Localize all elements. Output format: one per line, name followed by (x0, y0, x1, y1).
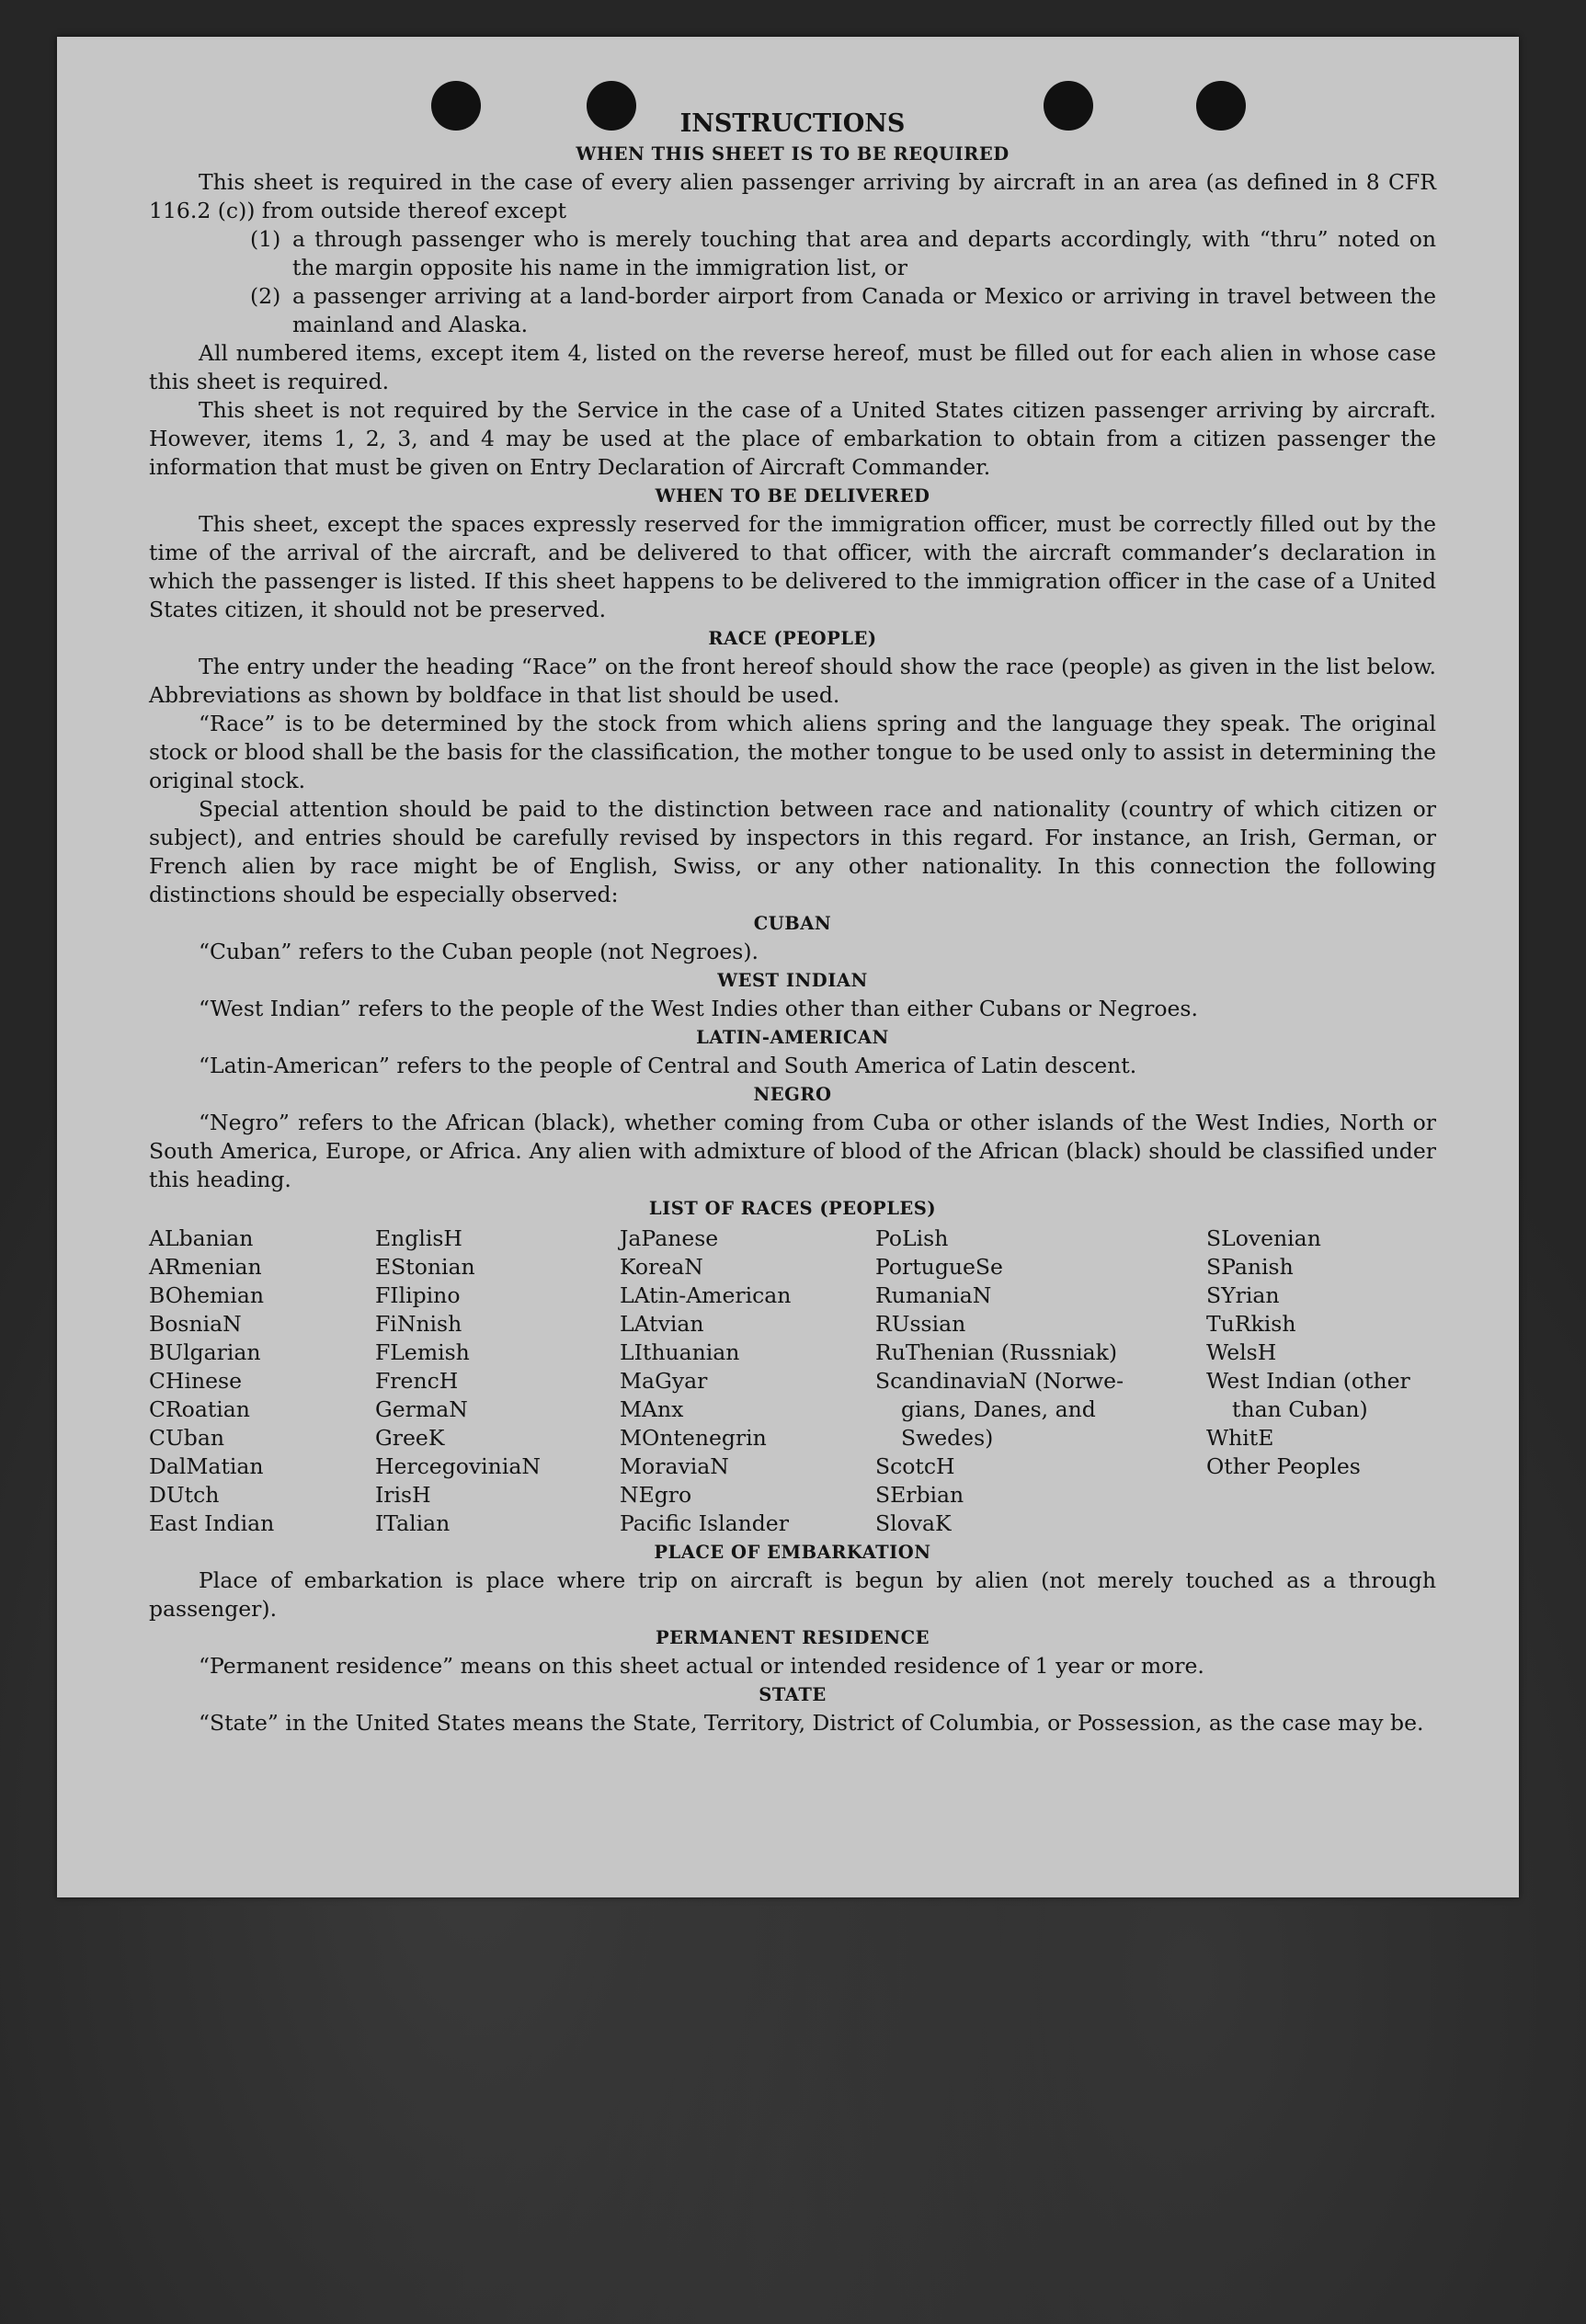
definition: “West Indian” refers to the people of the West Indies other than either Cubans or Negroes. (199, 996, 1198, 1021)
definition: Place of embarkation is place where trip on aircraft is begun by alien (not merely touched as a through passenger). (149, 1567, 1436, 1622)
race-item: MOntenegrin (620, 1425, 767, 1451)
race-item: WhitE (1206, 1425, 1274, 1451)
section-heading: PLACE OF EMBARKATION (654, 1542, 931, 1563)
section-heading: STATE (759, 1684, 827, 1705)
race-item: BUlgarian (149, 1339, 261, 1365)
race-item: CRoatian (149, 1396, 250, 1422)
section-heading: LATIN-AMERICAN (696, 1027, 889, 1048)
race-item: West Indian (other (1206, 1368, 1410, 1394)
race-item: RumaniaN (875, 1282, 992, 1308)
race-item: Swedes) (901, 1425, 994, 1451)
page-title: INSTRUCTIONS (679, 109, 906, 138)
race-column (375, 1225, 620, 1538)
section-heading: CUBAN (753, 913, 832, 934)
race-column (875, 1225, 1206, 1538)
section-heading: LIST OF RACES (PEOPLES) (648, 1198, 937, 1219)
definition: “State” in the United States means the State, Territory, District of Columbia, or Possession, as the case may be. (199, 1710, 1424, 1736)
race-item: WelsH (1206, 1339, 1277, 1365)
instructions-content (149, 108, 1436, 1737)
item-text: a through passenger who is merely touching that area and departs accordingly, with “thru” noted on the margin opposite his name in the immigration list, or (292, 226, 1436, 280)
race-list (149, 1225, 1436, 1538)
paragraph: All numbered items, except item 4, listed on the reverse hereof, must be filled out for each alien in whose case this sheet is required. (149, 340, 1436, 394)
list-item (250, 225, 1436, 282)
race-item: GermaN (375, 1396, 468, 1422)
race-item: FLemish (375, 1339, 470, 1365)
race-item: gians, Danes, and (901, 1396, 1096, 1422)
race-item: HercegoviniaN (375, 1453, 541, 1479)
section-heading: WHEN TO BE DELIVERED (655, 485, 930, 507)
race-column (620, 1225, 875, 1538)
race-item: LIthuanian (620, 1339, 740, 1365)
race-item: SPanish (1206, 1254, 1294, 1280)
race-item: ALbanian (149, 1225, 254, 1251)
item-number: (2) (250, 283, 281, 309)
paragraph: “Race” is to be determined by the stock from which aliens spring and the language they speak. The original stock or blood shall be the basis for the classification, the mother tongue to be used only to assist in determining the original stock. (149, 711, 1436, 793)
race-item: DUtch (149, 1482, 220, 1508)
race-item: BOhemian (149, 1282, 264, 1308)
document-sheet (57, 37, 1519, 1897)
race-item: PortugueSe (875, 1254, 1003, 1280)
section-heading: WEST INDIAN (717, 970, 868, 991)
race-item: TuRkish (1206, 1311, 1296, 1337)
race-item: than Cuban) (1232, 1396, 1368, 1422)
list-item (250, 282, 1436, 339)
race-item: EnglisH (375, 1225, 462, 1251)
race-item: KoreaN (620, 1254, 703, 1280)
race-item: ITalian (375, 1510, 451, 1536)
race-item: SErbian (875, 1482, 964, 1508)
race-item: SYrian (1206, 1282, 1280, 1308)
item-number: (1) (250, 226, 281, 252)
race-item: RUssian (875, 1311, 966, 1337)
race-item: Other Peoples (1206, 1453, 1361, 1479)
paragraph: This sheet is required in the case of every alien passenger arriving by aircraft in an area (as defined in 8 CFR 116.2 (c)) from outside thereof except (149, 169, 1436, 223)
paragraph: This sheet is not required by the Service in the case of a United States citizen passenger arriving by aircraft. However, items 1, 2, 3, and 4 may be used at the place of embarkation to obtain from a citizen passenger the information that must be given on Entry Declaration of Aircraft Commander. (149, 397, 1436, 480)
race-column (149, 1225, 375, 1538)
race-item: CHinese (149, 1368, 242, 1394)
race-item: GreeK (375, 1425, 445, 1451)
race-item: East Indian (149, 1510, 275, 1536)
section-heading: RACE (PEOPLE) (708, 628, 877, 649)
race-item: MAnx (620, 1396, 684, 1422)
race-item: ScotcH (875, 1453, 955, 1479)
item-text: a passenger arriving at a land-border airport from Canada or Mexico or arriving in travel between the mainland and Alaska. (292, 283, 1436, 337)
race-item: FiNnish (375, 1311, 462, 1337)
race-item: LAtvian (620, 1311, 704, 1337)
section-heading: PERMANENT RESIDENCE (655, 1627, 930, 1648)
race-item: LAtin-American (620, 1282, 792, 1308)
section-heading: NEGRO (753, 1084, 832, 1105)
race-item: CUban (149, 1425, 224, 1451)
race-item: MaGyar (620, 1368, 708, 1394)
race-column (1206, 1225, 1436, 1538)
race-item: DalMatian (149, 1453, 264, 1479)
paragraph: This sheet, except the spaces expressly reserved for the immigration officer, must be correctly filled out by the time of the arrival of the aircraft, and be delivered to that officer, with the aircraft commander’s declaration in which the passenger is listed. If this sheet happens to be delivered to the immigration officer in the case of a United States citizen, it should not be preserved. (149, 511, 1436, 622)
race-item: PoLish (875, 1225, 949, 1251)
definition: “Cuban” refers to the Cuban people (not Negroes). (199, 939, 759, 964)
section-heading: WHEN THIS SHEET IS TO BE REQUIRED (576, 143, 1010, 165)
race-item: MoraviaN (620, 1453, 729, 1479)
definition: “Permanent residence” means on this sheet actual or intended residence of 1 year or more. (199, 1653, 1204, 1679)
race-item: EStonian (375, 1254, 475, 1280)
paragraph: The entry under the heading “Race” on the front hereof should show the race (people) as given in the list below. Abbreviations as shown by boldface in that list should be used. (149, 654, 1436, 708)
definition: “Negro” refers to the African (black), whether coming from Cuba or other islands of the West Indies, North or South America, Europe, or Africa. Any alien with admixture of blood of the African (black) should be classified under this heading. (149, 1110, 1436, 1192)
race-item: SlovaK (875, 1510, 952, 1536)
race-item: BosniaN (149, 1311, 242, 1337)
paragraph: Special attention should be paid to the distinction between race and nationality (country of which citizen or subject), and entries should be carefully revised by inspectors in this regard. For instance, an Irish, German, or French alien by race might be of English, Swiss, or any other nationality. In this connection the following distinctions should be especially observed: (149, 796, 1436, 907)
race-item: Pacific Islander (620, 1510, 789, 1536)
race-item: IrisH (375, 1482, 431, 1508)
race-item: RuThenian (Russniak) (875, 1339, 1117, 1365)
definition: “Latin-American” refers to the people of Central and South America of Latin descent. (199, 1053, 1137, 1078)
race-item: JaPanese (620, 1225, 719, 1251)
race-item: ARmenian (149, 1254, 262, 1280)
race-item: SLovenian (1206, 1225, 1321, 1251)
race-item: FrencH (375, 1368, 459, 1394)
race-item: NEgro (620, 1482, 692, 1508)
race-item: FIlipino (375, 1282, 461, 1308)
race-item: ScandinaviaN (Norwe- (875, 1368, 1124, 1394)
